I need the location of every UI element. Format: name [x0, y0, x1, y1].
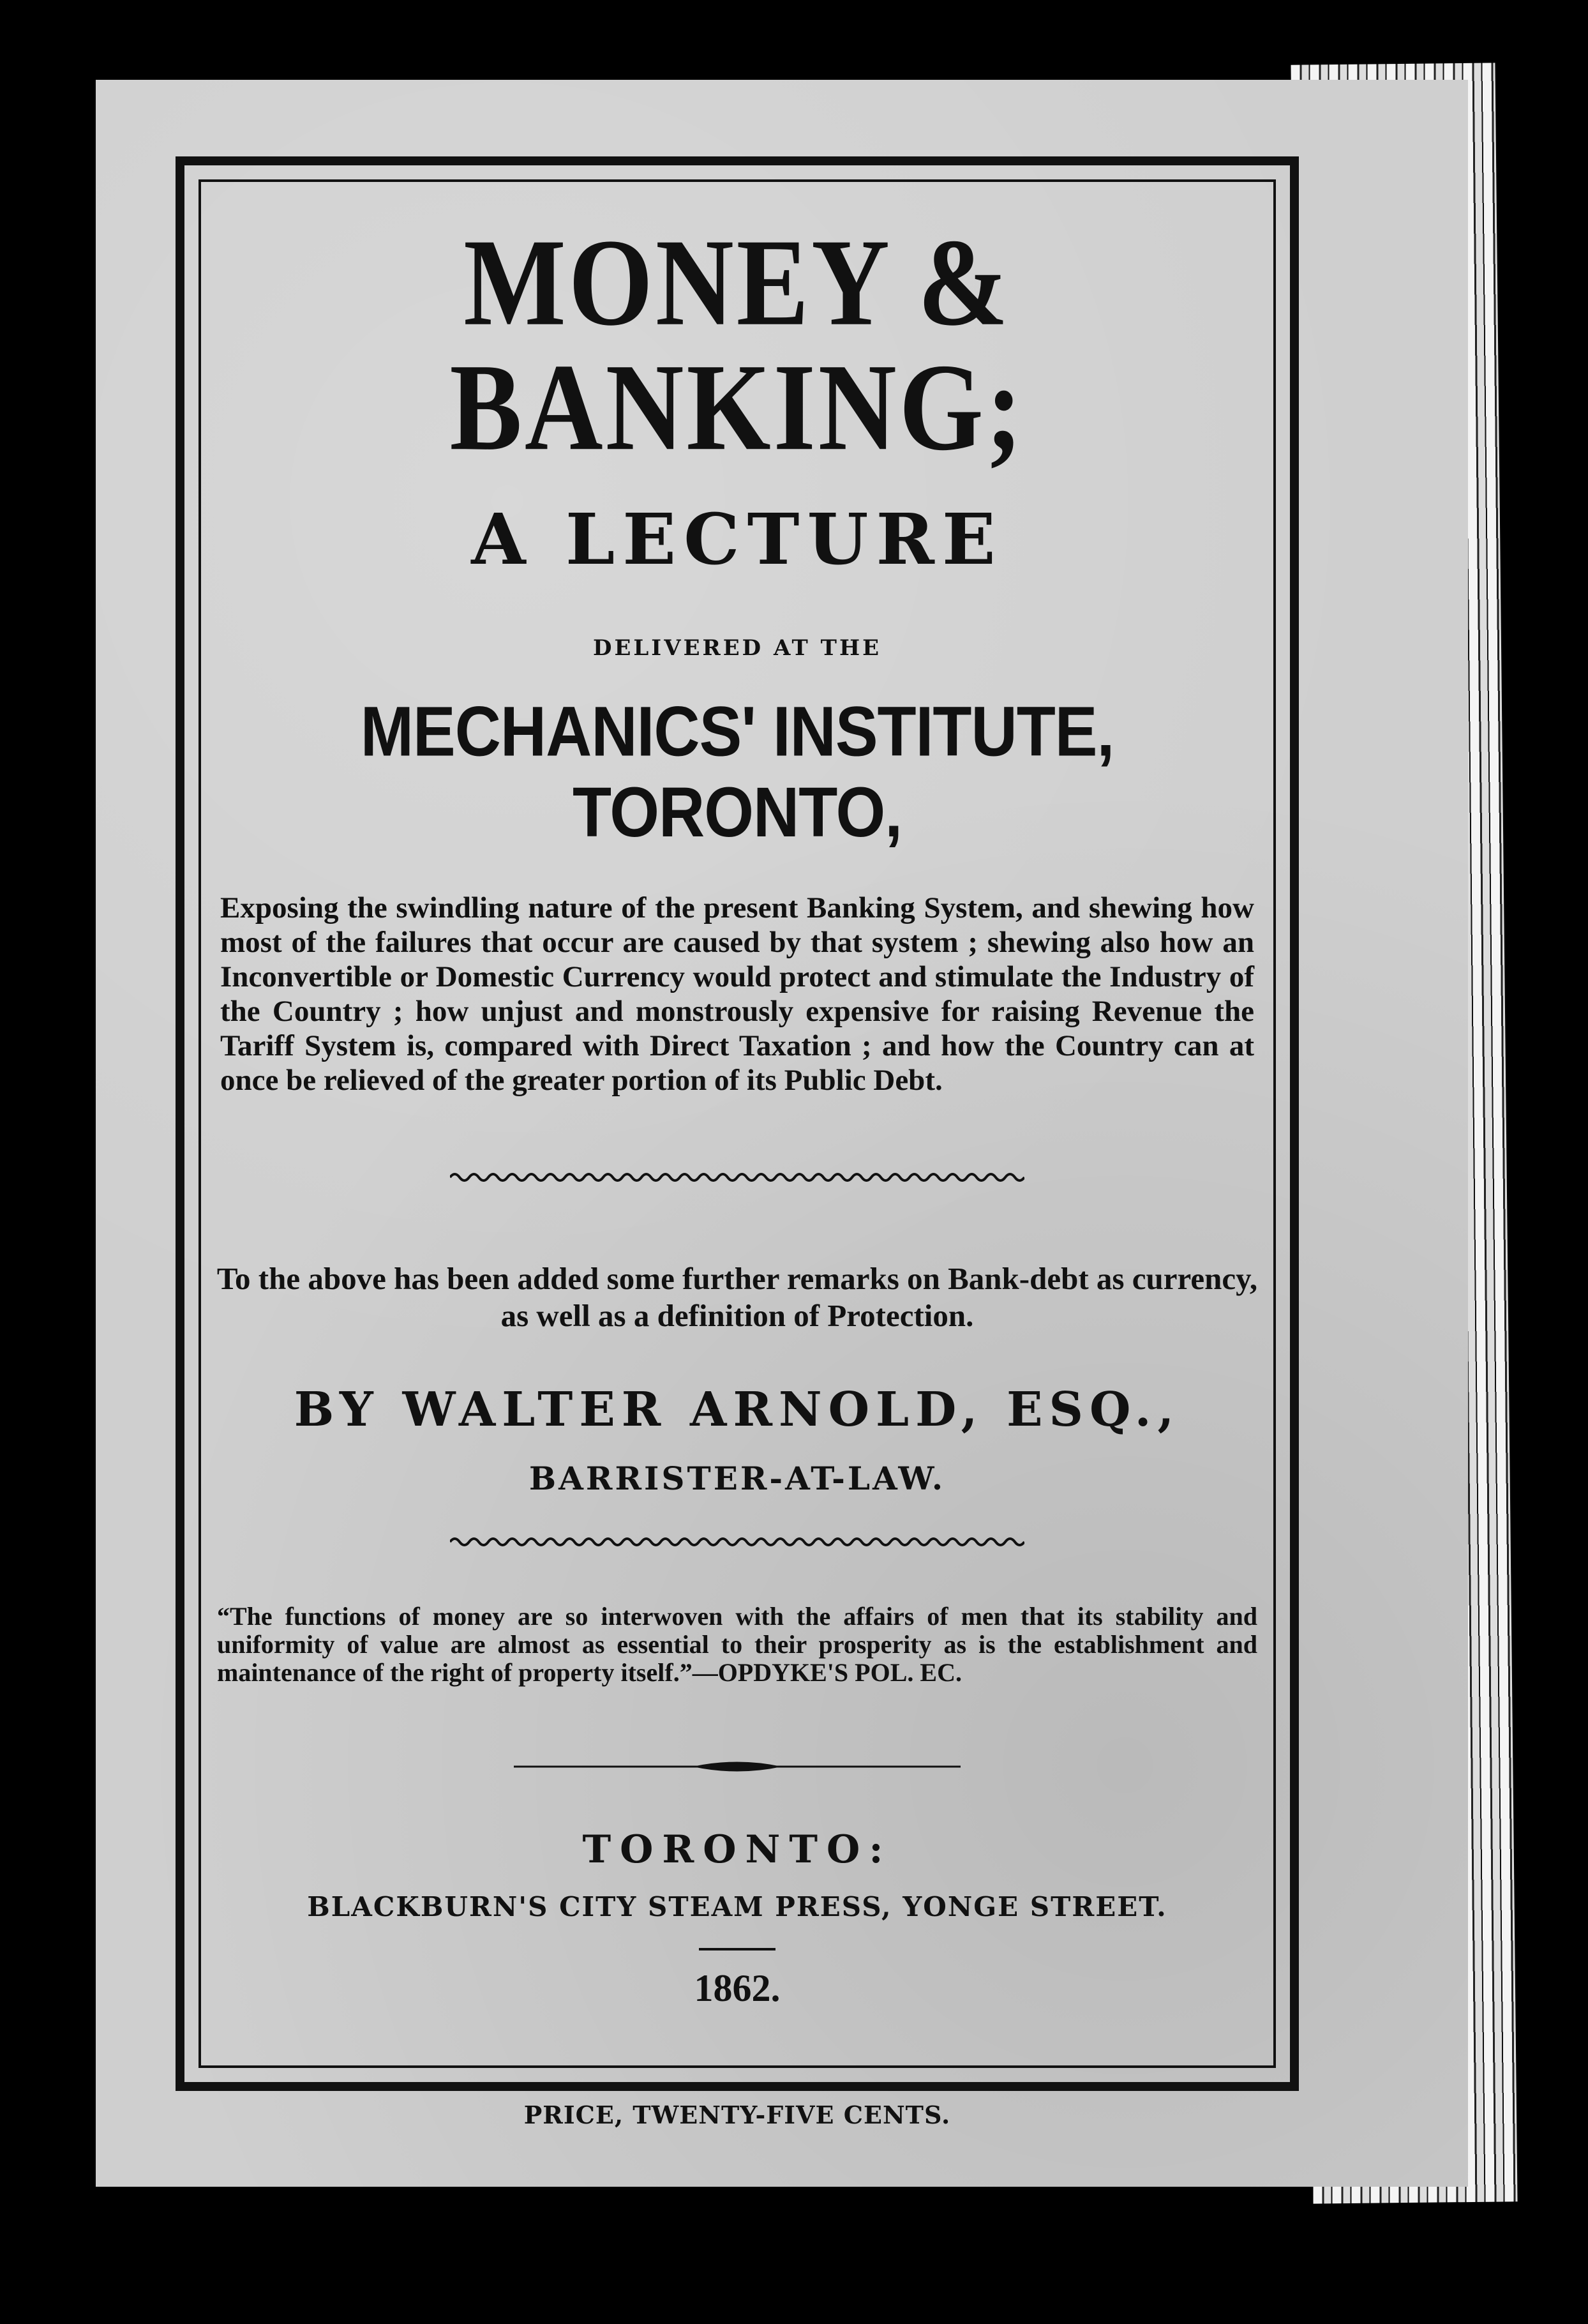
remarks-paragraph: To the above has been added some further remarks on Bank-debt as currency, as well as a definition of Protection. — [216, 1261, 1258, 1333]
delivered-line: DELIVERED AT THE — [593, 635, 881, 661]
price-line: PRICE, TWENTY-FIVE CENTS. — [523, 2101, 951, 2129]
description-paragraph: Exposing the swindling nature of the present Banking System, and shewing how most of the failures that occur are caused by that system ; shewing also how an Inconvertible or Domestic Currency would protect and stimulate the Industry of the Country ; how unjust and monstrously expensive for raising Revenue the Tariff System is, compared with Direct Taxation ; and how the Country can at once be relieved of the greater portion of its Public Debt. — [220, 891, 1254, 1097]
author-line: BY WALTER ARNOLD, ESQ., — [294, 1382, 1181, 1437]
short-rule — [699, 1948, 775, 1950]
wavy-divider-2 — [450, 1532, 1024, 1551]
publication-city: TORONTO: — [582, 1827, 892, 1872]
publication-year: 1862. — [694, 1967, 781, 2009]
book-subtitle: A LECTURE — [471, 498, 1003, 580]
author-profession: BARRISTER-AT-LAW. — [528, 1460, 946, 1497]
wavy-divider — [450, 1168, 1024, 1187]
publisher: BLACKBURN'S CITY STEAM PRESS, YONGE STREET. — [307, 1891, 1167, 1922]
book-title: MONEY & BANKING; — [449, 213, 1025, 476]
epigraph-quote: “The functions of money are so interwoven with the affairs of men that its stability and uniformity of value are almost as essential to their prosperity as is the establishment and maintenance of the right of property itself.”—OPDYKE'S POL. EC. — [217, 1602, 1257, 1687]
ornamental-rule — [514, 1757, 961, 1776]
title-page-content — [211, 192, 1264, 2011]
institute-name: MECHANICS' INSTITUTE, TORONTO, — [360, 692, 1114, 852]
